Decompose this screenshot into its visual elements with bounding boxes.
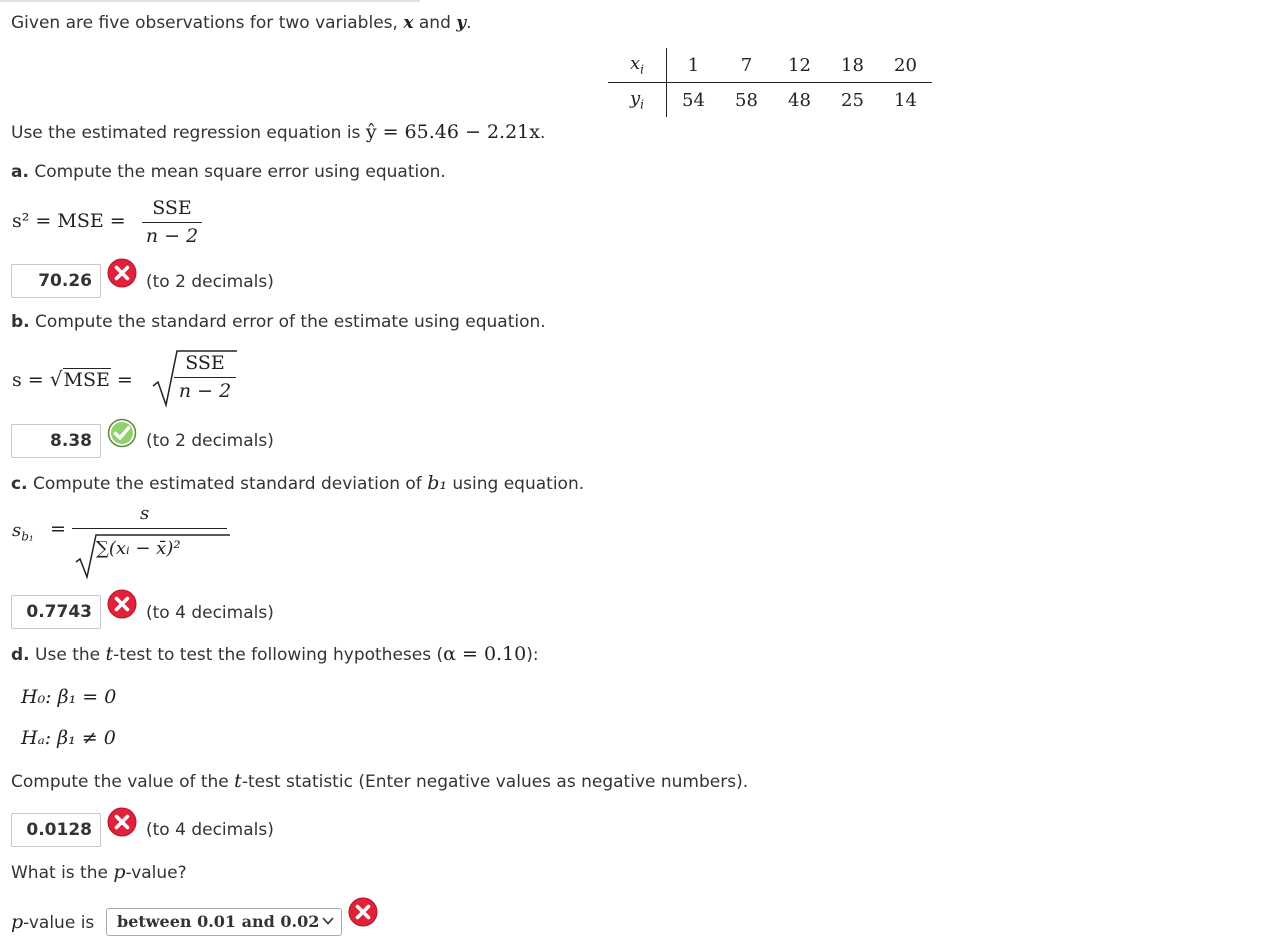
table-cell: 20	[879, 48, 932, 83]
part-c-fraction-bar	[72, 528, 227, 529]
part-c-lhs-sub: b₁	[21, 529, 34, 544]
x-circle-icon	[348, 897, 378, 927]
intro-text	[11, 13, 472, 33]
part-a-denominator: n − 2	[145, 225, 199, 247]
part-c-denominator: ∑(xᵢ − x̄)²	[96, 538, 181, 559]
part-b-fraction	[174, 352, 236, 402]
pvalue-q-p: p	[113, 861, 126, 883]
pvalue-q-after: -value?	[125, 863, 187, 883]
part-a-hint: (to 2 decimals)	[146, 272, 274, 292]
row-x-sub: i	[640, 62, 644, 77]
part-c-lhs-s: s	[12, 520, 22, 541]
part-b-prompt	[11, 312, 546, 332]
part-a-text: Compute the mean square error using equation.	[34, 162, 446, 182]
intro-and: and	[418, 13, 451, 33]
part-a-prompt	[11, 162, 446, 182]
part-c-letter: c.	[11, 474, 28, 494]
var-y: y	[456, 13, 467, 33]
x-circle-icon	[107, 258, 137, 288]
part-d-t-symbol: t	[105, 643, 114, 665]
regression-period: .	[539, 123, 546, 143]
chevron-down-icon	[321, 915, 335, 927]
observations-table	[608, 48, 932, 117]
part-a-lhs: s² = MSE =	[12, 210, 126, 232]
part-c-answer-input[interactable]: 0.7743	[11, 595, 101, 629]
var-x: x	[403, 13, 414, 33]
part-b-lhs	[12, 367, 133, 391]
x-circle-icon	[107, 589, 137, 619]
table-cell: 1	[667, 48, 721, 83]
part-b-hint: (to 2 decimals)	[146, 431, 274, 451]
part-b-letter: b.	[11, 312, 30, 332]
part-d-text-before: Use the	[35, 645, 101, 665]
intro-period: .	[466, 13, 472, 33]
table-cell: 54	[682, 89, 705, 111]
part-c-text-before: Compute the estimated standard deviation of	[32, 474, 422, 494]
part-c-text-after: using equation.	[452, 474, 585, 494]
table-cell: 14	[894, 89, 917, 111]
pvalue-label	[11, 911, 94, 933]
part-a-letter: a.	[11, 162, 29, 182]
part-a-fraction	[142, 197, 202, 247]
part-c-equals: =	[50, 518, 66, 540]
table-cell: 48	[788, 89, 811, 111]
regression-equation: ŷ = 65.46 − 2.21x	[365, 121, 540, 143]
sqrt-symbol: √	[49, 367, 63, 391]
pvalue-label-text: -value is	[23, 913, 95, 933]
table-cell: 7	[720, 48, 773, 83]
part-a-numerator: SSE	[142, 197, 202, 223]
part-b-sqrt-content: MSE	[63, 369, 110, 391]
part-d-text-end: ):	[526, 645, 539, 665]
part-c-hint: (to 4 decimals)	[146, 603, 274, 623]
table-row-x	[608, 48, 932, 83]
pvalue-q-before: What is the	[11, 863, 108, 883]
part-b-numerator: SSE	[174, 352, 236, 378]
part-b-answer-input[interactable]: 8.38	[11, 424, 101, 458]
part-b-s-equals: s =	[12, 369, 44, 391]
pvalue-select[interactable]	[106, 908, 342, 936]
table-row-y	[608, 83, 932, 118]
part-d-alpha: α = 0.10	[443, 643, 527, 665]
part-c-lhs	[12, 520, 34, 544]
table-cell: 12	[773, 48, 826, 83]
pvalue-question	[11, 861, 187, 883]
part-b-denominator: n − 2	[178, 380, 232, 402]
null-hypothesis: H₀: β₁ = 0	[21, 686, 117, 708]
pvalue-selected-value: between 0.01 and 0.02	[117, 912, 320, 931]
t-stat-hint: (to 4 decimals)	[146, 820, 274, 840]
intro-text-lead: Given are five observations for two variables,	[11, 13, 398, 33]
t-stat-text-before: Compute the value of the	[11, 772, 229, 792]
top-divider	[0, 0, 420, 2]
row-label-y	[608, 83, 667, 118]
table-cell: 58	[735, 89, 758, 111]
t-stat-t-symbol: t	[234, 770, 242, 792]
part-c-symbol: b₁	[427, 472, 447, 494]
t-stat-answer-input[interactable]: 0.0128	[11, 813, 101, 847]
part-b-equals: =	[116, 369, 133, 391]
part-c-prompt	[11, 472, 584, 494]
row-label-x	[608, 48, 667, 83]
pvalue-label-p: p	[11, 911, 24, 933]
regression-lead: Use the estimated regression equation is	[11, 123, 361, 143]
row-y-var: y	[629, 88, 641, 110]
row-y-sub: i	[640, 97, 644, 112]
regression-text	[11, 121, 545, 143]
t-stat-prompt	[11, 770, 748, 792]
part-d-text-after: -test to test the following hypotheses (	[113, 645, 444, 665]
part-c-numerator: s	[140, 503, 150, 524]
row-x-var: x	[630, 53, 641, 75]
check-circle-icon	[107, 418, 137, 448]
part-b-sqrt-mse	[50, 367, 111, 391]
part-d-prompt	[11, 643, 539, 665]
table-cell: 25	[841, 89, 864, 111]
part-d-letter: d.	[11, 645, 30, 665]
part-b-text: Compute the standard error of the estimate using equation.	[35, 312, 546, 332]
alt-hypothesis: Hₐ: β₁ ≠ 0	[21, 727, 116, 749]
part-a-answer-input[interactable]: 70.26	[11, 264, 101, 298]
table-cell: 18	[826, 48, 879, 83]
t-stat-text-after: -test statistic (Enter negative values as negative numbers).	[241, 772, 749, 792]
x-circle-icon	[107, 807, 137, 837]
